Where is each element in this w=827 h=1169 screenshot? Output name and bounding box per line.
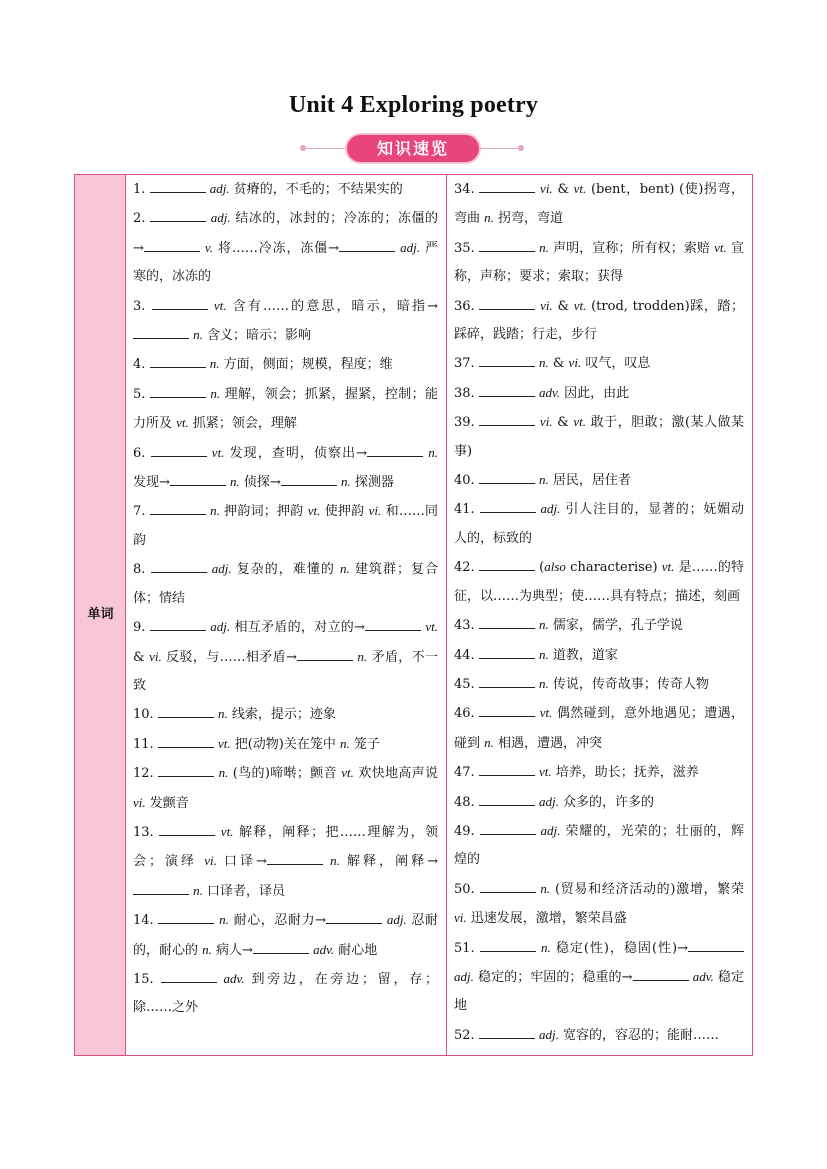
answer-blank[interactable]	[133, 325, 189, 339]
part-of-speech: vi.	[539, 414, 553, 430]
answer-blank[interactable]	[365, 617, 421, 631]
vocab-entry	[454, 234, 744, 292]
answer-blank[interactable]	[158, 763, 214, 777]
vocab-entry	[454, 670, 744, 699]
entry-text: 52.	[454, 1027, 479, 1043]
part-of-speech: vt.	[425, 619, 439, 635]
entry-text: 欢快地高声说	[353, 766, 438, 782]
entry-text: 4.	[133, 357, 150, 373]
part-of-speech: n.	[539, 239, 549, 255]
part-of-speech: n.	[210, 385, 221, 401]
part-of-speech: adj.	[210, 210, 231, 226]
entry-text: 35.	[454, 240, 479, 256]
entry-text: &	[548, 356, 569, 372]
answer-blank[interactable]	[158, 734, 214, 748]
entry-text	[217, 972, 224, 987]
entry-text: 11.	[133, 736, 158, 752]
part-of-speech: adv.	[538, 384, 561, 400]
entry-text: 发颤音	[145, 795, 189, 811]
entry-text: 和……同韵	[133, 504, 439, 548]
part-of-speech: vt.	[538, 764, 552, 780]
entry-text: 到旁边，在旁边；留，存；除……之外	[133, 971, 439, 1016]
vocab-entry	[133, 497, 438, 555]
part-of-speech: vi.	[368, 503, 382, 519]
vocab-entry	[133, 730, 438, 759]
part-of-speech: n.	[538, 675, 549, 691]
part-of-speech: n.	[538, 646, 549, 662]
part-of-speech: adv.	[223, 970, 245, 986]
entry-text: 相互矛盾的，对立的→	[230, 620, 365, 636]
vocab-entry	[454, 175, 744, 234]
banner-dot-left	[300, 145, 306, 151]
answer-blank[interactable]	[170, 472, 226, 486]
part-of-speech: vt.	[213, 297, 227, 313]
vocab-entry	[133, 818, 438, 906]
entry-text: 34.	[454, 182, 480, 197]
answer-blank[interactable]	[479, 674, 535, 688]
entry-text: 40.	[454, 473, 479, 489]
answer-blank[interactable]	[144, 238, 200, 252]
entry-text: 7.	[133, 504, 150, 520]
part-of-speech: vi.	[540, 297, 553, 313]
part-of-speech: adj.	[210, 619, 231, 635]
part-of-speech: n.	[202, 941, 212, 957]
answer-blank[interactable]	[479, 645, 535, 659]
part-of-speech: n.	[193, 882, 203, 898]
entry-text: (bent，bent) (使)拐弯，弯曲	[454, 182, 744, 227]
part-of-speech: n.	[219, 912, 229, 928]
entry-text: 声明，宣称；所有权；索赔	[548, 240, 715, 256]
entry-text: 36.	[454, 298, 480, 314]
entry-text: 结冰的，冰封的；冷冻的；冻僵的→	[133, 211, 438, 256]
answer-blank[interactable]	[150, 384, 206, 398]
entry-text: 因此，由此	[560, 385, 630, 401]
part-of-speech: n.	[218, 765, 229, 781]
entry-text: 解释，阐释；把……理解为，领会；演绎	[133, 824, 439, 870]
entry-text: 46.	[454, 706, 480, 722]
entry-text: 拐弯，弯道	[493, 211, 564, 227]
answer-blank[interactable]	[480, 499, 536, 513]
entry-text: 3.	[133, 298, 152, 314]
answer-blank[interactable]	[479, 470, 535, 484]
part-of-speech: also	[544, 559, 566, 575]
entry-text: 解释，阐释→	[339, 854, 438, 870]
entry-text: 45.	[454, 676, 479, 692]
vocab-entry	[133, 439, 438, 498]
answer-blank[interactable]	[633, 967, 689, 981]
part-of-speech: vt.	[539, 705, 553, 721]
part-of-speech: vt.	[573, 297, 587, 313]
answer-blank[interactable]	[158, 910, 214, 924]
vocab-entry	[133, 204, 438, 291]
answer-blank[interactable]	[152, 296, 208, 310]
part-of-speech: adj.	[211, 561, 232, 577]
entry-text: 将……冷冻，冻僵→	[212, 240, 340, 256]
answer-blank[interactable]	[339, 238, 395, 252]
answer-blank[interactable]	[133, 881, 189, 895]
part-of-speech: adj.	[454, 968, 474, 984]
part-of-speech: vi.	[204, 853, 217, 869]
answer-blank[interactable]	[150, 208, 206, 222]
entry-text: 41.	[454, 502, 480, 518]
answer-blank[interactable]	[151, 559, 207, 573]
entry-text: 15.	[133, 971, 161, 987]
vocab-entry	[454, 934, 744, 1021]
answer-blank[interactable]	[479, 238, 535, 252]
entry-text: 48.	[454, 794, 479, 810]
entry-text: 耐心，忍耐力→	[228, 913, 327, 929]
answer-blank[interactable]	[253, 940, 309, 954]
part-of-speech: adj.	[386, 912, 407, 928]
entry-text: &	[552, 182, 574, 197]
entry-text: 稳定地	[454, 969, 744, 1014]
vocab-entry	[454, 641, 744, 670]
vocab-entry	[133, 759, 438, 818]
part-of-speech: n.	[538, 355, 549, 371]
vocab-entry	[454, 349, 744, 378]
part-of-speech: vt.	[573, 414, 587, 430]
entry-text: 贫瘠的，不毛的；不结果实的	[229, 182, 403, 197]
entry-text: 38.	[454, 385, 479, 401]
entry-text: 51.	[454, 940, 480, 956]
answer-blank[interactable]	[150, 501, 206, 515]
entry-text: 把(动物)关在笼中	[230, 736, 341, 752]
entry-text: (鸟的)啼啭；颤音	[228, 766, 342, 782]
vocab-entry	[454, 788, 744, 817]
answer-blank[interactable]	[326, 910, 382, 924]
answer-blank[interactable]	[479, 1025, 535, 1039]
entry-text: 方面，侧面；规模，程度；维	[219, 357, 393, 373]
entry-text: 9.	[133, 620, 150, 636]
vocab-entry	[133, 350, 438, 379]
vocab-entry	[454, 495, 744, 553]
answer-blank[interactable]	[479, 412, 535, 426]
vocabulary-column-right	[447, 175, 752, 1055]
answer-blank[interactable]	[479, 557, 535, 571]
answer-blank[interactable]	[479, 353, 535, 367]
part-of-speech: n.	[540, 880, 551, 896]
vocab-entry	[454, 292, 744, 350]
entry-text: 39.	[454, 415, 480, 431]
entry-text: 50.	[454, 881, 480, 897]
answer-blank[interactable]	[479, 703, 535, 717]
entry-text: (贸易和经济活动的)激增，繁荣	[550, 881, 744, 897]
entry-text: 叹气，叹息	[581, 356, 651, 372]
entry-text: 培养，助长；抚养，滋养	[551, 765, 699, 781]
part-of-speech: n.	[217, 706, 228, 722]
vocab-entry	[133, 906, 438, 965]
entry-text: 抓紧；领会，理解	[188, 416, 297, 432]
entry-text: 含有……的意思，暗示，暗指→	[226, 298, 438, 314]
entry-text: 2.	[133, 211, 151, 227]
entry-text: 含义；暗示；影响	[202, 328, 312, 344]
entry-text: 荣耀的，光荣的；壮丽的，辉煌的	[454, 823, 744, 868]
entry-text: 使押韵	[320, 504, 369, 520]
section-banner	[300, 134, 524, 164]
answer-blank[interactable]	[479, 792, 535, 806]
entry-text: (trod, trodden)踩，踏；踩碎，践踏；行走，步行	[454, 298, 744, 343]
part-of-speech: adj.	[540, 822, 561, 838]
entry-text: 宣称，声称；要求；索取；获得	[454, 240, 745, 285]
part-of-speech: vt.	[573, 181, 587, 196]
entry-text: 5.	[133, 386, 150, 402]
entry-text: &	[552, 298, 574, 314]
banner-label: 知识速览	[347, 135, 479, 162]
vocab-entry	[133, 965, 438, 1023]
entry-text: 1.	[133, 182, 150, 197]
answer-blank[interactable]	[150, 617, 206, 631]
part-of-speech: n.	[193, 327, 203, 343]
entry-text: 发现→	[133, 475, 170, 491]
vocab-entry	[454, 1021, 744, 1050]
entry-text: 传说，传奇故事；传奇人物	[548, 676, 709, 692]
entry-text: 10.	[133, 707, 158, 723]
answer-blank[interactable]	[159, 822, 215, 836]
entry-text: &	[552, 415, 574, 431]
category-label: 单词	[87, 607, 114, 622]
vocab-entry	[454, 699, 744, 758]
entry-text: 忍耐的，耐心的	[133, 913, 439, 958]
answer-blank[interactable]	[151, 443, 207, 457]
vocab-entry	[454, 611, 744, 640]
answer-blank[interactable]	[479, 383, 535, 397]
vocabulary-column-left	[126, 175, 447, 1055]
vocab-entry	[133, 380, 438, 439]
entry-text: 理解，领会；抓紧，握紧，控制；能力所及	[133, 386, 438, 432]
entry-text: 敢于，胆敢；激(某人做某事)	[454, 415, 744, 459]
part-of-speech: n.	[340, 561, 350, 577]
entry-text: 相遇，遭遇，冲突	[493, 735, 603, 751]
part-of-speech: vi.	[454, 910, 467, 926]
part-of-speech: adv.	[692, 968, 714, 984]
entry-text: 43.	[454, 618, 479, 634]
answer-blank[interactable]	[367, 443, 423, 457]
part-of-speech: adj.	[538, 793, 559, 809]
entry-text: 居民，居住者	[548, 473, 631, 489]
vocab-entry	[454, 817, 744, 875]
vocab-entry	[133, 613, 438, 700]
answer-blank[interactable]	[688, 938, 744, 952]
part-of-speech: n.	[538, 472, 549, 488]
entry-text: 探测器	[350, 475, 394, 491]
entry-text: 是……的特征，以……为典型；使……具有特点；描述，刻画	[454, 560, 744, 604]
banner-dot-right	[518, 145, 524, 151]
part-of-speech: n.	[538, 617, 549, 633]
part-of-speech: adj.	[540, 501, 561, 517]
page-title: Unit 4 Exploring poetry	[288, 92, 539, 118]
entry-text: &	[133, 649, 150, 665]
answer-blank[interactable]	[479, 615, 535, 629]
part-of-speech: vt.	[217, 735, 231, 751]
entry-text: 病人→	[211, 942, 253, 958]
part-of-speech: adj.	[400, 239, 420, 255]
part-of-speech: n.	[540, 939, 551, 955]
part-of-speech: n.	[230, 474, 240, 490]
entry-text: 侦探→	[239, 475, 281, 491]
entry-text: 众多的，许多的	[558, 794, 654, 810]
part-of-speech: n.	[357, 648, 368, 664]
entry-text: 反驳，与……相矛盾→	[161, 649, 297, 665]
entry-text: 49.	[454, 823, 480, 839]
part-of-speech: n.	[209, 356, 220, 372]
vocab-entry	[454, 379, 744, 408]
answer-blank[interactable]	[480, 879, 536, 893]
vocab-entry	[454, 553, 744, 611]
part-of-speech: n.	[330, 853, 340, 869]
entry-text: 矛盾，不一致	[133, 649, 438, 693]
entry-text: 37.	[454, 356, 479, 372]
part-of-speech: vi.	[568, 355, 582, 371]
part-of-speech: n.	[428, 444, 438, 460]
entry-text: 迅速发展，激增，繁荣昌盛	[466, 911, 627, 927]
part-of-speech: adv.	[313, 941, 335, 957]
entry-text: characterise)	[565, 560, 662, 576]
entry-text: 发现，查明，侦察出→	[224, 445, 368, 461]
part-of-speech: vt.	[211, 444, 225, 460]
entry-text: 道教，道家	[548, 647, 618, 663]
part-of-speech: vt.	[714, 239, 727, 255]
vocab-entry	[133, 555, 438, 613]
answer-blank[interactable]	[150, 179, 206, 193]
entry-text: 口译者，译员	[202, 883, 286, 899]
answer-blank[interactable]	[480, 821, 536, 835]
part-of-speech: vi.	[149, 648, 162, 664]
answer-blank[interactable]	[281, 472, 337, 486]
entry-text: 47.	[454, 765, 479, 781]
entry-text: 复杂的，难懂的	[231, 562, 341, 578]
part-of-speech: n.	[340, 474, 351, 490]
entry-text: 42.	[454, 560, 479, 576]
entry-text: 宽容的，容忍的；能耐……	[558, 1027, 719, 1043]
answer-blank[interactable]	[479, 762, 535, 776]
entry-text: (	[534, 560, 545, 576]
vocab-entry	[454, 758, 744, 787]
vocab-entry	[133, 700, 438, 729]
entry-text: 6.	[133, 445, 151, 461]
entry-text: 稳定(性)，稳固(性)→	[550, 940, 689, 956]
answer-blank[interactable]	[161, 969, 217, 983]
category-cell	[75, 175, 126, 1055]
vocab-entry	[454, 466, 744, 495]
part-of-speech: n.	[484, 734, 494, 750]
part-of-speech: vt.	[176, 415, 189, 431]
part-of-speech: v.	[204, 239, 213, 255]
entry-text: 严寒的，冰冻的	[133, 240, 438, 285]
entry-text: 儒家，儒学，孔子学说	[548, 618, 683, 634]
part-of-speech: n.	[210, 503, 220, 519]
part-of-speech: n.	[484, 210, 494, 226]
answer-blank[interactable]	[267, 851, 323, 865]
vocab-entry	[133, 292, 438, 351]
vocab-entry	[454, 408, 744, 466]
entry-text: 偶然碰到，意外地遇见；遭遇，碰到	[454, 706, 744, 751]
entry-text: 44.	[454, 647, 479, 663]
answer-blank[interactable]	[297, 647, 353, 661]
part-of-speech: n.	[340, 735, 350, 751]
part-of-speech: adj.	[538, 1026, 559, 1042]
vocabulary-table	[74, 174, 753, 1056]
vocab-entry	[454, 875, 744, 934]
part-of-speech: vt.	[661, 559, 675, 575]
entry-text: 引人注目的，显著的；妩媚动人的，标致的	[454, 502, 744, 546]
answer-blank[interactable]	[480, 938, 536, 952]
part-of-speech: vi.	[133, 794, 146, 810]
entry-text: 12.	[133, 766, 159, 782]
answer-blank[interactable]	[158, 704, 214, 718]
entry-text: 14.	[133, 913, 159, 929]
answer-blank[interactable]	[479, 179, 535, 193]
entry-list-right	[447, 175, 752, 1050]
entry-text: 线索，提示；迹象	[227, 707, 336, 723]
part-of-speech: adj.	[209, 181, 230, 196]
entry-text: 13.	[133, 824, 160, 840]
part-of-speech: vt.	[220, 823, 234, 839]
entry-text: 耐心地	[334, 942, 378, 958]
entry-text: 口译→	[216, 854, 267, 870]
entry-text: 押韵词；押韵	[219, 504, 308, 520]
part-of-speech: vi.	[540, 181, 553, 196]
answer-blank[interactable]	[150, 354, 206, 368]
entry-text: 笼子	[349, 736, 380, 752]
entry-text: 稳定的；牢固的；稳重的→	[473, 969, 633, 985]
vocab-entry	[133, 175, 438, 204]
entry-list-left	[126, 175, 446, 1023]
entry-text: 建筑群；复合体；情结	[133, 562, 438, 606]
entry-text: 8.	[133, 562, 151, 578]
part-of-speech: vt.	[307, 503, 321, 519]
answer-blank[interactable]	[479, 296, 535, 310]
part-of-speech: vt.	[341, 765, 354, 781]
